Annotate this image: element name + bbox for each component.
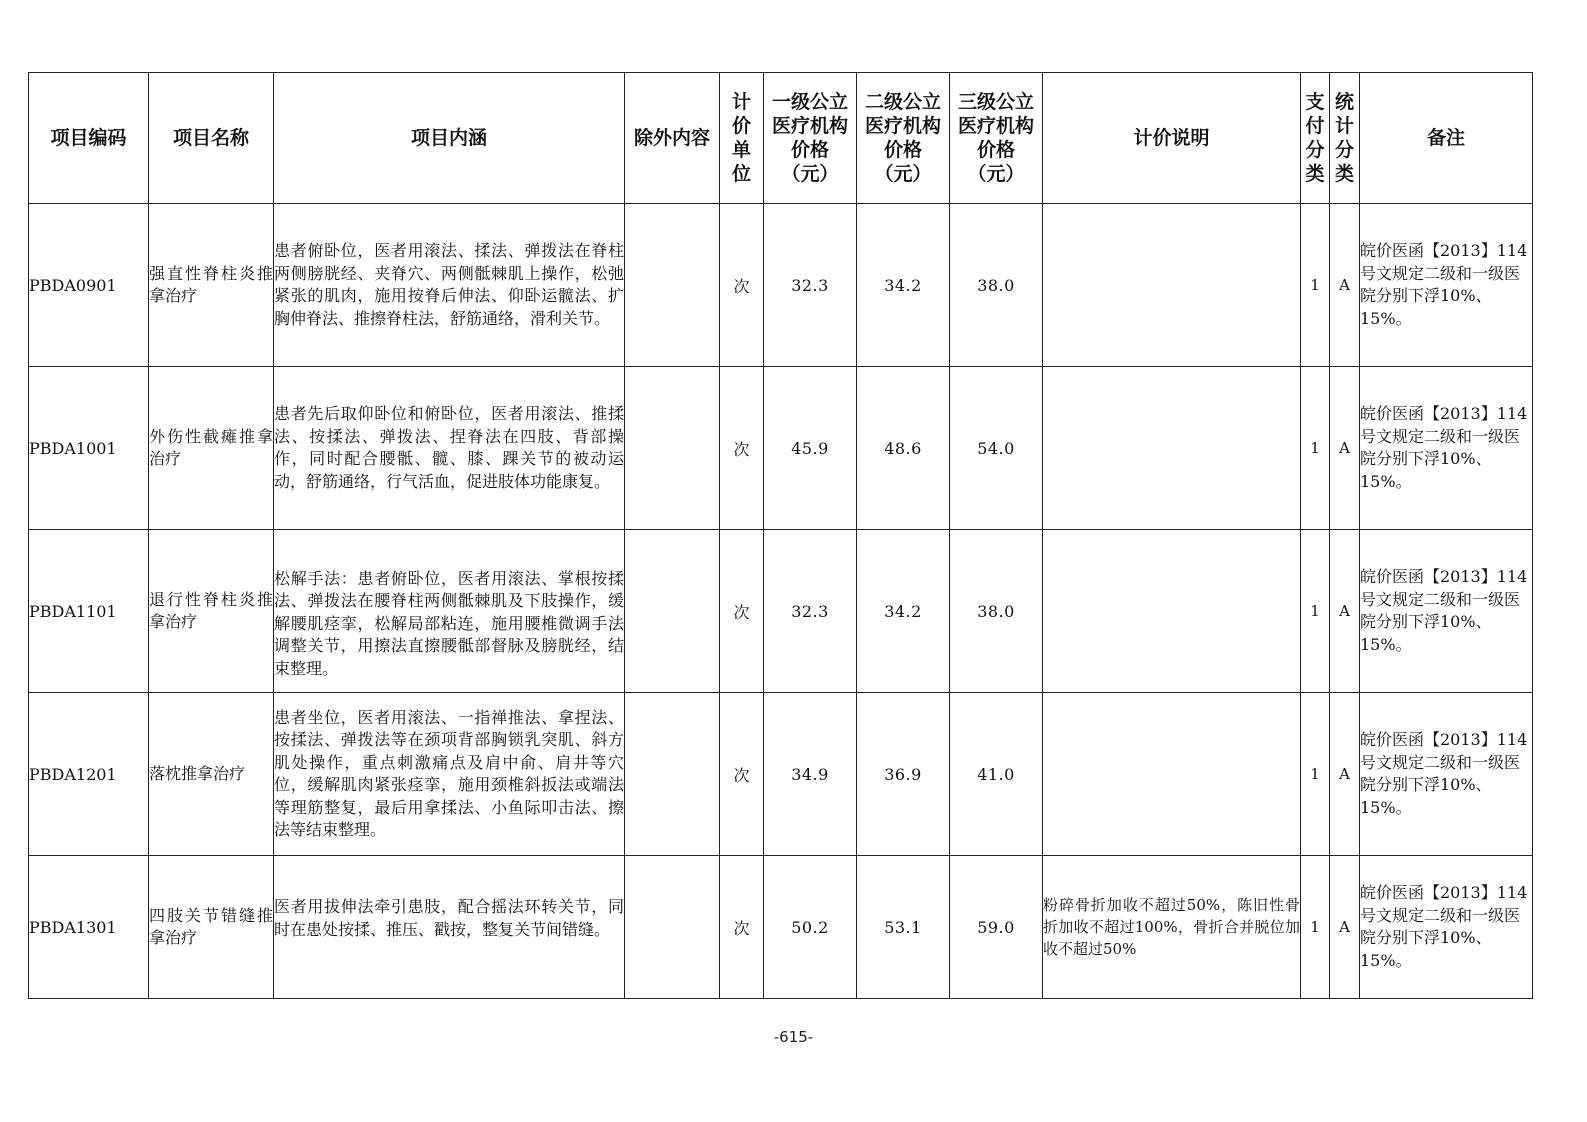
item-exclusion [625,856,720,999]
item-name: 四肢关节错缝推拿治疗 [149,856,274,999]
item-content: 松解手法：患者俯卧位，医者用滚法、掌根按揉法、弹拨法在腰脊柱两侧骶棘肌及下肢操作，缓解腰肌痉挛，松解局部粘连，施用腰椎微调手法调整关节，用擦法直擦腰骶部督脉及膀胱经，结束整理。 [274,530,625,693]
item-stat-class: A [1330,530,1360,693]
item-name: 落枕推拿治疗 [149,693,274,856]
item-content: 患者坐位，医者用滚法、一指禅推法、拿捏法、按揉法、弹拨法等在颈项背部胸锁乳突肌、斜方肌处操作，重点刺激痛点及肩中俞、肩井等穴位，缓解肌肉紧张痉挛，施用颈椎斜扳法或端法等理筋整复，最后用拿揉法、小鱼际叩击法、擦法等结束整理。 [274,693,625,856]
item-level3-price: 59.0 [950,856,1043,999]
item-level3-price: 38.0 [950,204,1043,367]
item-remark: 皖价医函【2013】114号文规定二级和一级医院分别下浮10%、15%。 [1360,693,1533,856]
item-content: 医者用拔伸法牵引患肢，配合摇法环转关节，同时在患处按揉、推压、戳按，整复关节间错缝。 [274,856,625,999]
item-code: PBDA0901 [29,204,149,367]
item-level2-price: 36.9 [857,693,950,856]
item-stat-class: A [1330,204,1360,367]
item-code: PBDA1201 [29,693,149,856]
header-level3-price: 三级公立医疗机构价格（元） [950,73,1043,204]
header-payment-class: 支付分类 [1301,73,1330,204]
price-table [28,72,1533,999]
item-exclusion [625,693,720,856]
header-exclusion: 除外内容 [625,73,720,204]
header-stat-class: 统计分类 [1330,73,1360,204]
item-unit: 次 [720,856,764,999]
item-pricing-note [1043,204,1301,367]
item-level2-price: 34.2 [857,530,950,693]
item-unit: 次 [720,693,764,856]
table-header-row [29,73,1533,204]
item-exclusion [625,204,720,367]
item-content: 患者俯卧位，医者用滚法、揉法、弹拨法在脊柱两侧膀胱经、夹脊穴、两侧骶棘肌上操作，松弛紧张的肌肉，施用按脊后伸法、仰卧运髋法、扩胸伸脊法、推擦脊柱法，舒筋通络，滑利关节。 [274,204,625,367]
item-stat-class: A [1330,367,1360,530]
item-level1-price: 32.3 [764,204,857,367]
header-unit: 计价单位 [720,73,764,204]
item-payment-class: 1 [1301,693,1330,856]
header-pricing-note: 计价说明 [1043,73,1301,204]
header-code: 项目编码 [29,73,149,204]
table-row [29,856,1533,999]
item-remark: 皖价医函【2013】114号文规定二级和一级医院分别下浮10%、15%。 [1360,530,1533,693]
item-level3-price: 41.0 [950,693,1043,856]
item-code: PBDA1301 [29,856,149,999]
table-row [29,693,1533,856]
item-remark: 皖价医函【2013】114号文规定二级和一级医院分别下浮10%、15%。 [1360,204,1533,367]
item-exclusion [625,530,720,693]
item-unit: 次 [720,204,764,367]
item-level2-price: 53.1 [857,856,950,999]
item-level1-price: 45.9 [764,367,857,530]
header-level2-price: 二级公立医疗机构价格（元） [857,73,950,204]
item-code: PBDA1001 [29,367,149,530]
item-stat-class: A [1330,856,1360,999]
item-level3-price: 38.0 [950,530,1043,693]
item-name: 外伤性截瘫推拿治疗 [149,367,274,530]
header-level1-price: 一级公立医疗机构价格（元） [764,73,857,204]
page-number: -615- [773,1028,814,1046]
item-level3-price: 54.0 [950,367,1043,530]
item-pricing-note [1043,693,1301,856]
item-payment-class: 1 [1301,530,1330,693]
item-code: PBDA1101 [29,530,149,693]
header-remark: 备注 [1360,73,1533,204]
item-stat-class: A [1330,693,1360,856]
item-unit: 次 [720,367,764,530]
item-payment-class: 1 [1301,367,1330,530]
header-content: 项目内涵 [274,73,625,204]
item-payment-class: 1 [1301,204,1330,367]
item-payment-class: 1 [1301,856,1330,999]
header-name: 项目名称 [149,73,274,204]
item-pricing-note: 粉碎骨折加收不超过50%，陈旧性骨折加收不超过100%，骨折合并脱位加收不超过50% [1043,856,1301,999]
item-level1-price: 32.3 [764,530,857,693]
item-name: 强直性脊柱炎推拿治疗 [149,204,274,367]
table-row [29,530,1533,693]
item-pricing-note [1043,367,1301,530]
item-level2-price: 34.2 [857,204,950,367]
table-row [29,204,1533,367]
item-content: 患者先后取仰卧位和俯卧位，医者用滚法、推揉法、按揉法、弹拨法、捏脊法在四肢、背部操作，同时配合腰骶、髋、膝、踝关节的被动运动，舒筋通络，行气活血，促进肢体功能康复。 [274,367,625,530]
item-exclusion [625,367,720,530]
table-row [29,367,1533,530]
item-level1-price: 34.9 [764,693,857,856]
item-level2-price: 48.6 [857,367,950,530]
item-remark: 皖价医函【2013】114号文规定二级和一级医院分别下浮10%、15%。 [1360,367,1533,530]
item-level1-price: 50.2 [764,856,857,999]
item-pricing-note [1043,530,1301,693]
item-name: 退行性脊柱炎推拿治疗 [149,530,274,693]
item-unit: 次 [720,530,764,693]
item-remark: 皖价医函【2013】114号文规定二级和一级医院分别下浮10%、15%。 [1360,856,1533,999]
